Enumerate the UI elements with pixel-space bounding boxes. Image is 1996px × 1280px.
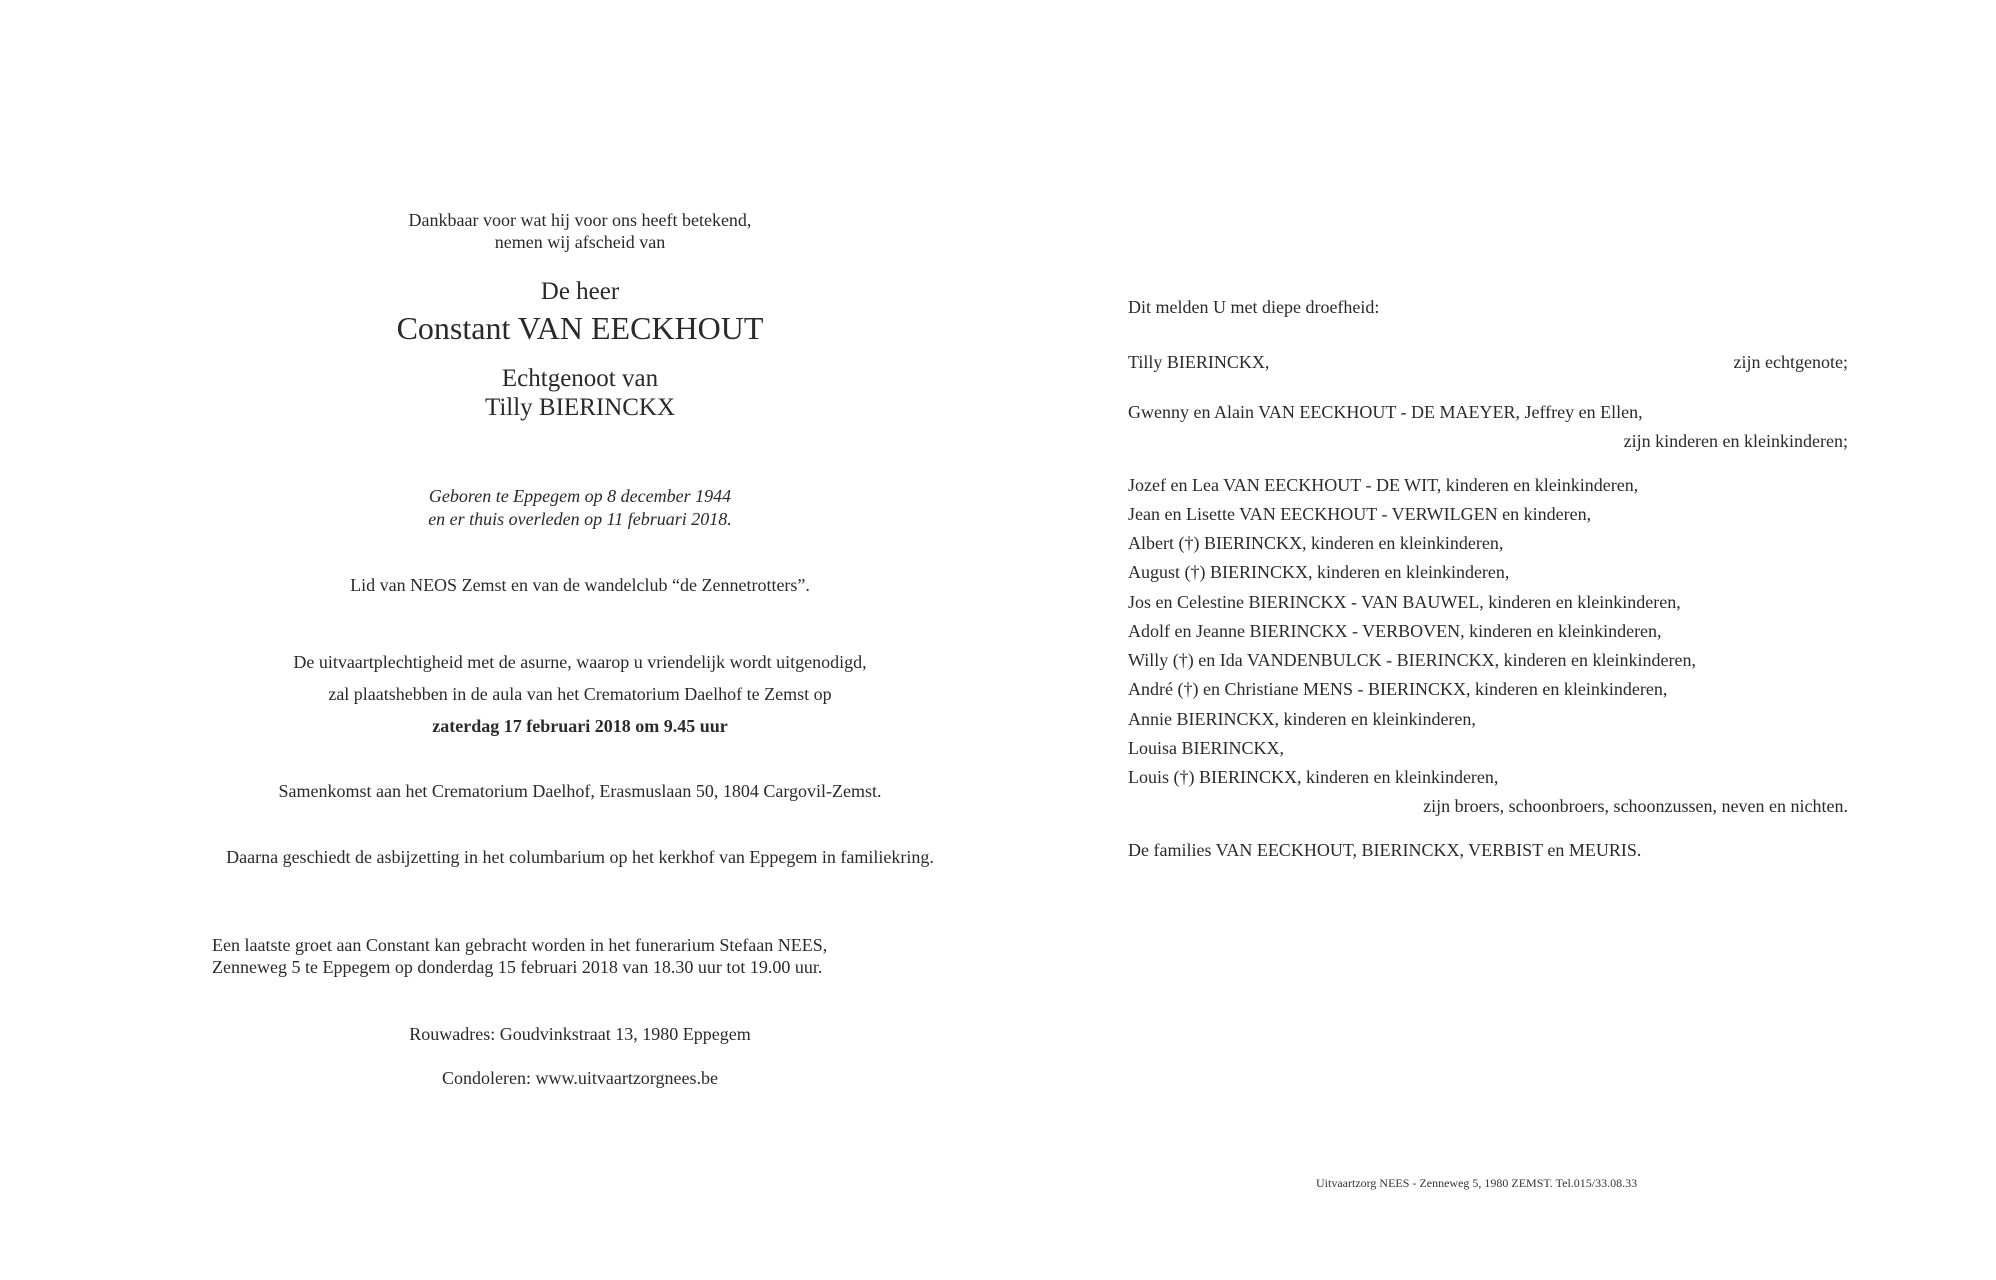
list-item: Annie BIERINCKX, kinderen en kleinkinderen, <box>1128 709 1476 729</box>
membership-line: Lid van NEOS Zemst en van de wandelclub “de Zennetrotters”. <box>350 575 810 595</box>
list-item: August (†) BIERINCKX, kinderen en kleinkinderen, <box>1128 562 1510 582</box>
mourning-address: Rouwadres: Goudvinkstraat 13, 1980 Eppegem <box>409 1024 751 1044</box>
list-item: Louis (†) BIERINCKX, kinderen en kleinkinderen, <box>1128 767 1499 787</box>
right-column <box>1128 0 1848 1280</box>
intro-line-1: Dankbaar voor wat hij voor ons heeft betekend, <box>408 210 752 230</box>
list-item: André (†) en Christiane MENS - BIERINCKX, kinderen en kleinkinderen, <box>1128 679 1668 699</box>
list-item: Jean en Lisette VAN EECKHOUT - VERWILGEN en kinderen, <box>1128 504 1592 524</box>
children-role: zijn kinderen en kleinkinderen; <box>1623 431 1848 451</box>
list-item: Louisa BIERINCKX, <box>1128 738 1284 758</box>
ceremony-line-2: zal plaatshebben in de aula van het Crematorium Daelhof te Zemst op <box>328 684 832 704</box>
announcement: Dit melden U met diepe droefheid: <box>1128 297 1380 317</box>
list-item: Albert (†) BIERINCKX, kinderen en kleinkinderen, <box>1128 533 1504 553</box>
list-item: Jozef en Lea VAN EECKHOUT - DE WIT, kinderen en kleinkinderen, <box>1128 475 1639 495</box>
ceremony-date: zaterdag 17 februari 2018 om 9.45 uur <box>432 716 728 736</box>
intro-line-2: nemen wij afscheid van <box>494 232 666 252</box>
list-item: Jos en Celestine BIERINCKX - VAN BAUWEL, kinderen en kleinkinderen, <box>1128 592 1681 612</box>
spouse-name: Tilly BIERINCKX <box>484 394 676 421</box>
left-column <box>200 0 960 1280</box>
ceremony-line-1: De uitvaartplechtigheid met de asurne, waarop u vriendelijk wordt uitgenodigd, <box>293 652 867 672</box>
honorific: De heer <box>540 278 620 305</box>
birth-line: Geboren te Eppegem op 8 december 1944 <box>428 486 732 506</box>
farewell-line-2: Zenneweg 5 te Eppegem op donderdag 15 februari 2018 van 18.30 uur tot 19.00 uur. <box>212 957 823 977</box>
list-item: Willy (†) en Ida VANDENBULCK - BIERINCKX, kinderen en kleinkinderen, <box>1128 650 1697 670</box>
spouse-entry-name: Tilly BIERINCKX, <box>1128 352 1270 372</box>
deceased-name: Constant VAN EECKHOUT <box>396 310 764 346</box>
siblings-role: zijn broers, schoonbroers, schoonzussen, neven en nichten. <box>1423 796 1848 816</box>
interment-line: Daarna geschiedt de asbijzetting in het columbarium op het kerkhof van Eppegem in familiekring. <box>226 847 934 867</box>
families-line: De families VAN EECKHOUT, BIERINCKX, VERBIST en MEURIS. <box>1128 840 1642 860</box>
spouse-label: Echtgenoot van <box>501 365 659 392</box>
spouse-entry-role: zijn echtgenote; <box>1733 352 1848 372</box>
farewell-line-1: Een laatste groet aan Constant kan gebracht worden in het funerarium Stefaan NEES, <box>212 935 828 955</box>
children-entry: Gwenny en Alain VAN EECKHOUT - DE MAEYER, Jeffrey en Ellen, <box>1128 402 1643 422</box>
list-item: Adolf en Jeanne BIERINCKX - VERBOVEN, kinderen en kleinkinderen, <box>1128 621 1662 641</box>
funeral-home-footer: Uitvaartzorg NEES - Zenneweg 5, 1980 ZEMST. Tel.015/33.08.33 <box>1316 1176 1638 1190</box>
gathering-line: Samenkomst aan het Crematorium Daelhof, Erasmuslaan 50, 1804 Cargovil-Zemst. <box>278 781 882 801</box>
condolences-line: Condoleren: www.uitvaartzorgnees.be <box>442 1068 718 1088</box>
death-line: en er thuis overleden op 11 februari 2018. <box>428 509 732 529</box>
